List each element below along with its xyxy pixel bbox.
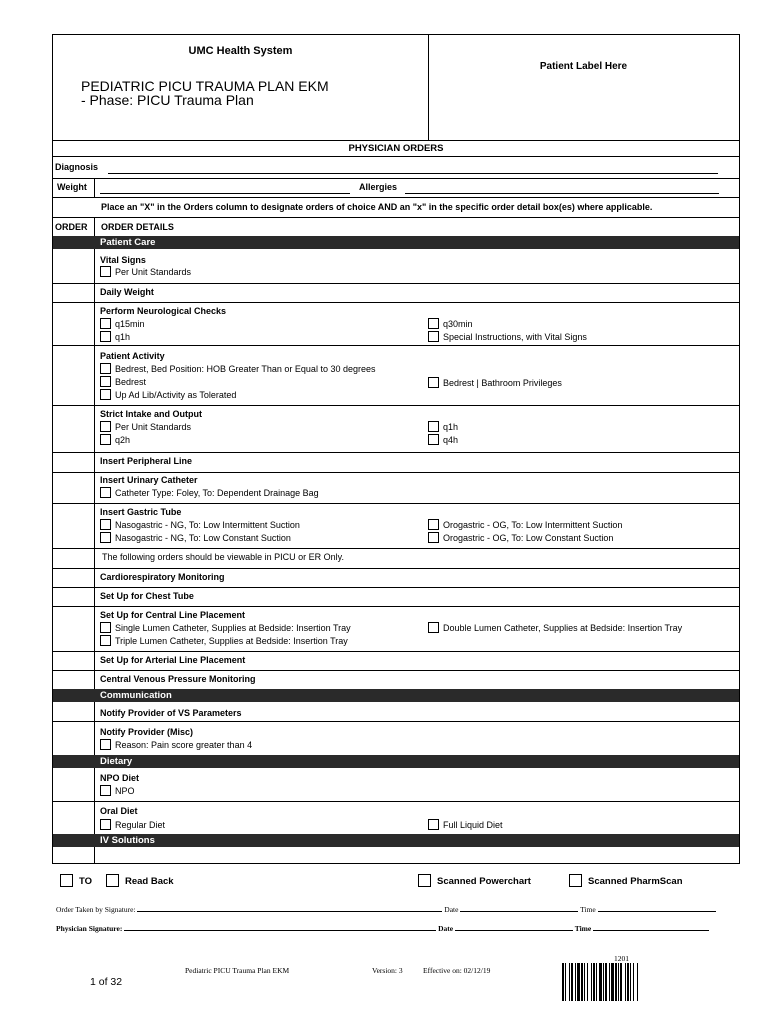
checkbox[interactable] xyxy=(100,421,111,432)
physician-time-field[interactable] xyxy=(593,930,709,931)
order-chest-tube: Set Up for Chest Tube xyxy=(100,591,194,601)
barcode xyxy=(562,963,712,1001)
order-cardio-monitoring: Cardiorespiratory Monitoring xyxy=(100,572,225,582)
instruction-text: Place an "X" in the Orders column to designate orders of choice AND an "x" in the specific order detail box(es) where applicable. xyxy=(101,202,653,212)
option-single-lumen[interactable]: Single Lumen Catheter, Supplies at Bedside: Insertion Tray xyxy=(100,622,351,633)
option-q30min[interactable]: q30min xyxy=(428,318,473,329)
order-details-column-header: ORDER DETAILS xyxy=(101,222,174,232)
checkbox[interactable] xyxy=(100,318,111,329)
order-vital-signs: Vital Signs xyxy=(100,255,146,265)
option-q1h[interactable]: q1h xyxy=(100,331,130,342)
checkbox[interactable] xyxy=(106,874,119,887)
scanned-powerchart-option[interactable]: Scanned Powerchart xyxy=(418,874,531,887)
option-io-per-unit[interactable]: Per Unit Standards xyxy=(100,421,191,432)
document-name: Pediatric PICU Trauma Plan EKM xyxy=(185,966,290,975)
order-gastric-tube: Insert Gastric Tube xyxy=(100,507,182,517)
option-triple-lumen[interactable]: Triple Lumen Catheter, Supplies at Bedside: Insertion Tray xyxy=(100,635,348,646)
physician-signature-row: Physician Signature: Date Time xyxy=(56,924,709,933)
allergies-label: Allergies xyxy=(359,182,398,192)
order-urinary-catheter: Insert Urinary Catheter xyxy=(100,475,198,485)
checkbox[interactable] xyxy=(100,363,111,374)
option-q15min[interactable]: q15min xyxy=(100,318,145,329)
section-iv-solutions: IV Solutions xyxy=(53,834,739,847)
checkbox[interactable] xyxy=(100,376,111,387)
option-per-unit-standards[interactable]: Per Unit Standards xyxy=(100,266,191,277)
option-bedrest[interactable]: Bedrest xyxy=(100,376,146,387)
order-neuro-checks: Perform Neurological Checks xyxy=(100,306,227,316)
option-full-liquid-diet[interactable]: Full Liquid Diet xyxy=(428,819,503,830)
plan-phase: - Phase: PICU Trauma Plan xyxy=(81,92,254,108)
checkbox[interactable] xyxy=(100,434,111,445)
option-pain-score[interactable]: Reason: Pain score greater than 4 xyxy=(100,739,252,750)
checkbox[interactable] xyxy=(100,266,111,277)
picu-er-note: The following orders should be viewable in PICU or ER Only. xyxy=(102,552,344,562)
diagnosis-label: Diagnosis xyxy=(55,162,99,172)
order-taken-signature-row: Order Taken by Signature: Date Time xyxy=(56,905,716,914)
checkbox[interactable] xyxy=(428,421,439,432)
checkbox[interactable] xyxy=(428,377,439,388)
order-notify-vs: Notify Provider of VS Parameters xyxy=(100,708,242,718)
physician-date-field[interactable] xyxy=(455,930,573,931)
checkbox[interactable] xyxy=(100,635,111,646)
diagnosis-field[interactable] xyxy=(108,163,718,174)
order-notify-misc: Notify Provider (Misc) xyxy=(100,727,194,737)
checkbox[interactable] xyxy=(428,318,439,329)
checkbox[interactable] xyxy=(100,487,111,498)
order-taken-signature-field[interactable] xyxy=(137,911,442,912)
order-oral-diet: Oral Diet xyxy=(100,806,138,816)
checkbox[interactable] xyxy=(428,519,439,530)
scanned-pharmscan-option[interactable]: Scanned PharmScan xyxy=(569,874,683,887)
order-intake-output: Strict Intake and Output xyxy=(100,409,203,419)
barcode-number: 1201 xyxy=(614,954,629,963)
section-patient-care: Patient Care xyxy=(53,236,739,249)
order-patient-activity: Patient Activity xyxy=(100,351,165,361)
version: Version: 3 xyxy=(372,966,403,975)
page-number: 1 of 32 xyxy=(90,976,123,988)
checkbox[interactable] xyxy=(428,622,439,633)
option-og-intermittent[interactable]: Orogastric - OG, To: Low Intermittent Suction xyxy=(428,519,622,530)
order-column-header: ORDER xyxy=(55,222,88,232)
section-title: PHYSICIAN ORDERS xyxy=(348,143,444,154)
option-og-constant[interactable]: Orogastric - OG, To: Low Constant Suction xyxy=(428,532,613,543)
read-back-option[interactable]: Read Back xyxy=(106,874,174,887)
weight-field[interactable] xyxy=(100,183,350,194)
order-npo-diet: NPO Diet xyxy=(100,773,140,783)
order-peripheral-line: Insert Peripheral Line xyxy=(100,456,193,466)
checkbox[interactable] xyxy=(428,532,439,543)
order-taken-date-field[interactable] xyxy=(460,911,578,912)
option-ng-constant[interactable]: Nasogastric - NG, To: Low Constant Suction xyxy=(100,532,291,543)
checkbox[interactable] xyxy=(418,874,431,887)
option-special-instructions[interactable]: Special Instructions, with Vital Signs xyxy=(428,331,587,342)
order-cvp-monitoring: Central Venous Pressure Monitoring xyxy=(100,674,256,684)
option-bedrest-bathroom[interactable]: Bedrest | Bathroom Privileges xyxy=(428,377,562,388)
checkbox[interactable] xyxy=(60,874,73,887)
option-regular-diet[interactable]: Regular Diet xyxy=(100,819,165,830)
to-option[interactable]: TO xyxy=(60,874,92,887)
option-io-q4h[interactable]: q4h xyxy=(428,434,458,445)
checkbox[interactable] xyxy=(569,874,582,887)
checkbox[interactable] xyxy=(100,519,111,530)
option-ng-intermittent[interactable]: Nasogastric - NG, To: Low Intermittent Suction xyxy=(100,519,300,530)
weight-label: Weight xyxy=(57,182,87,192)
checkbox[interactable] xyxy=(100,739,111,750)
allergies-field[interactable] xyxy=(405,183,719,194)
orders-form xyxy=(52,139,740,864)
order-daily-weight: Daily Weight xyxy=(100,287,154,297)
checkbox[interactable] xyxy=(428,434,439,445)
order-arterial-line: Set Up for Arterial Line Placement xyxy=(100,655,246,665)
physician-signature-field[interactable] xyxy=(124,930,436,931)
health-system-name: UMC Health System xyxy=(188,45,293,57)
checkbox[interactable] xyxy=(100,331,111,342)
checkbox[interactable] xyxy=(100,785,111,796)
patient-label-area: Patient Label Here xyxy=(539,61,628,72)
checkbox[interactable] xyxy=(428,819,439,830)
option-bedrest-hob[interactable]: Bedrest, Bed Position: HOB Greater Than or Equal to 30 degrees xyxy=(100,363,375,374)
section-communication: Communication xyxy=(53,689,739,702)
order-taken-time-field[interactable] xyxy=(598,911,716,912)
checkbox[interactable] xyxy=(100,819,111,830)
option-npo[interactable]: NPO xyxy=(100,785,135,796)
option-double-lumen[interactable]: Double Lumen Catheter, Supplies at Bedside: Insertion Tray xyxy=(428,622,682,633)
option-io-q1h[interactable]: q1h xyxy=(428,421,458,432)
order-central-line: Set Up for Central Line Placement xyxy=(100,610,246,620)
checkbox[interactable] xyxy=(428,331,439,342)
option-up-ad-lib[interactable]: Up Ad Lib/Activity as Tolerated xyxy=(100,389,236,400)
checkbox[interactable] xyxy=(100,389,111,400)
effective-date: Effective on: 02/12/19 xyxy=(423,966,491,975)
section-dietary: Dietary xyxy=(53,755,739,768)
option-io-q2h[interactable]: q2h xyxy=(100,434,130,445)
plan-title: PEDIATRIC PICU TRAUMA PLAN EKM xyxy=(81,78,329,94)
header-box xyxy=(52,34,740,141)
option-foley[interactable]: Catheter Type: Foley, To: Dependent Drainage Bag xyxy=(100,487,319,498)
checkbox[interactable] xyxy=(100,622,111,633)
checkbox[interactable] xyxy=(100,532,111,543)
